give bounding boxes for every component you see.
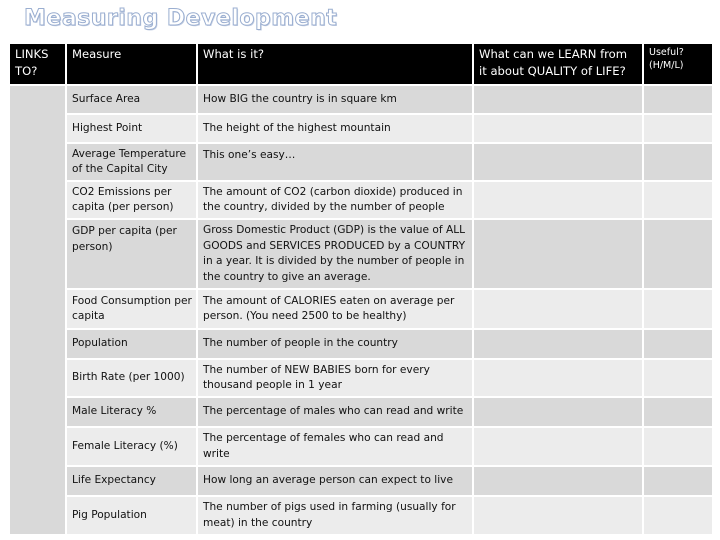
table-row [9, 359, 713, 397]
what-cell: How long an average person can expect to live [197, 466, 473, 496]
table-row [9, 114, 713, 143]
table-row [9, 85, 713, 114]
learn-cell[interactable] [473, 466, 643, 496]
useful-cell[interactable] [643, 466, 713, 496]
table-row [9, 181, 713, 219]
learn-cell[interactable] [473, 181, 643, 219]
learn-cell[interactable] [473, 427, 643, 466]
measure-cell: Birth Rate (per 1000) [66, 359, 197, 397]
development-table [8, 42, 714, 536]
table-row [9, 219, 713, 289]
table-row [9, 329, 713, 359]
measure-cell: Female Literacy (%) [66, 427, 197, 466]
learn-cell[interactable] [473, 359, 643, 397]
measure-cell: Surface Area [66, 85, 197, 114]
useful-header: Useful? (H/M/L) [643, 43, 713, 85]
what-cell: This one’s easy… [197, 143, 473, 181]
page-title: Measuring Development [24, 6, 338, 31]
what-cell: How BIG the country is in square km [197, 85, 473, 114]
useful-cell[interactable] [643, 397, 713, 427]
table-row [9, 496, 713, 535]
learn-cell[interactable] [473, 85, 643, 114]
what-header: What is it? [197, 43, 473, 85]
learn-cell[interactable] [473, 219, 643, 289]
what-cell: The amount of CALORIES eaten on average per person. (You need 2500 to be healthy) [197, 289, 473, 329]
table-row [9, 427, 713, 466]
learn-cell[interactable] [473, 143, 643, 181]
links-header: LINKS TO? [9, 43, 66, 85]
useful-cell[interactable] [643, 427, 713, 466]
measure-cell: Food Consumption per capita [66, 289, 197, 329]
measure-cell: Life Expectancy [66, 466, 197, 496]
measure-cell: Pig Population [66, 496, 197, 535]
links-cell[interactable] [9, 85, 66, 535]
what-cell: The number of people in the country [197, 329, 473, 359]
table-row [9, 466, 713, 496]
useful-cell[interactable] [643, 289, 713, 329]
table-row [9, 397, 713, 427]
what-cell: The amount of CO2 (carbon dioxide) produced in the country, divided by the number of people [197, 181, 473, 219]
useful-cell[interactable] [643, 85, 713, 114]
measure-cell: Male Literacy % [66, 397, 197, 427]
learn-cell[interactable] [473, 289, 643, 329]
measure-cell: CO2 Emissions per capita (per person) [66, 181, 197, 219]
useful-cell[interactable] [643, 181, 713, 219]
table-row [9, 289, 713, 329]
what-cell: The height of the highest mountain [197, 114, 473, 143]
what-cell: The number of NEW BABIES born for every thousand people in 1 year [197, 359, 473, 397]
what-cell: Gross Domestic Product (GDP) is the value of ALL GOODS and SERVICES PRODUCED by a COUNTRY in a year. It is divided by the number of people in the country to give an average. [197, 219, 473, 289]
measure-cell: GDP per capita (per person) [66, 219, 197, 289]
useful-cell[interactable] [643, 143, 713, 181]
learn-header: What can we LEARN from it about QUALITY of LIFE? [473, 43, 643, 85]
what-cell: The percentage of males who can read and write [197, 397, 473, 427]
measure-cell: Highest Point [66, 114, 197, 143]
what-cell: The percentage of females who can read and write [197, 427, 473, 466]
learn-cell[interactable] [473, 114, 643, 143]
table-row [9, 143, 713, 181]
useful-cell[interactable] [643, 114, 713, 143]
learn-cell[interactable] [473, 329, 643, 359]
measure-header: Measure [66, 43, 197, 85]
learn-cell[interactable] [473, 397, 643, 427]
learn-cell[interactable] [473, 496, 643, 535]
what-cell: The number of pigs used in farming (usually for meat) in the country [197, 496, 473, 535]
useful-cell[interactable] [643, 329, 713, 359]
useful-cell[interactable] [643, 219, 713, 289]
measure-cell: Average Temperature of the Capital City [66, 143, 197, 181]
useful-cell[interactable] [643, 359, 713, 397]
useful-cell[interactable] [643, 496, 713, 535]
header-row [9, 43, 713, 85]
measure-cell: Population [66, 329, 197, 359]
